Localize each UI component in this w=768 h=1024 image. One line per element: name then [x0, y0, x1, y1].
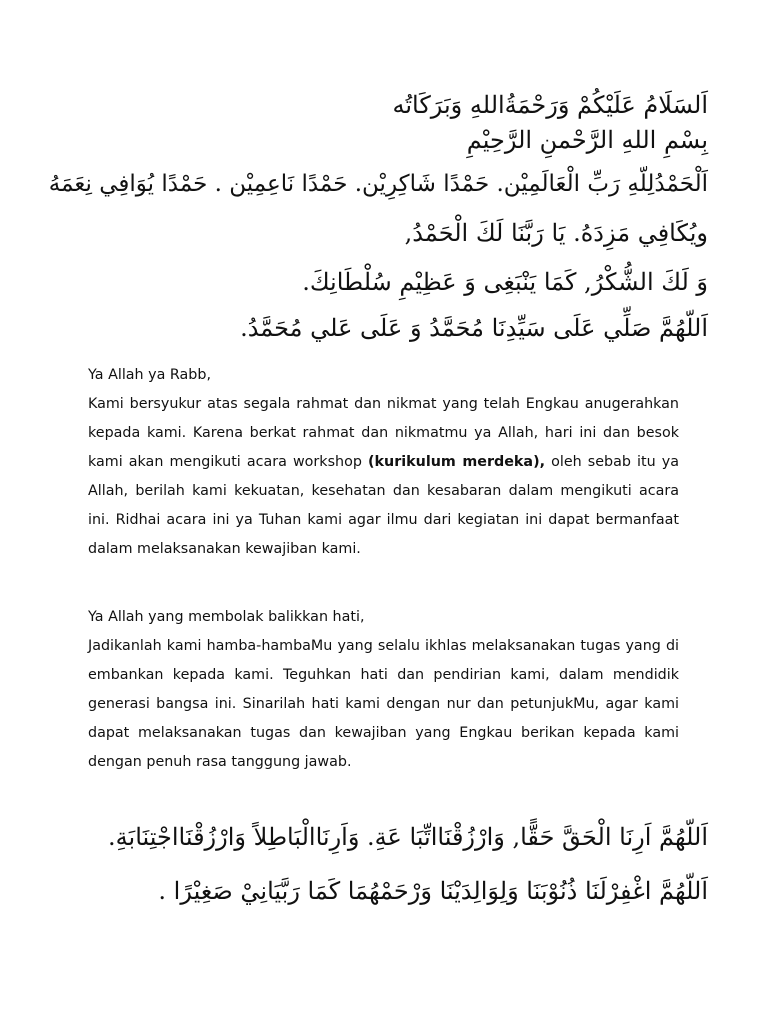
arabic-greeting-line: اَلسَلَامُ عَلَيْكُمْ وَرَحْمَةُاللهِ وَبَرَكَاتُه	[392, 91, 708, 119]
paragraph-1-bold-text: (kurikulum merdeka),	[368, 454, 546, 470]
arabic-closing-prayer	[48, 810, 708, 918]
arabic-closing-line-2: اَللّهُمَّ اغْفِرْلَنَا ذُنُوْبَنَا وَلِوَالِدَيْنَا وَرْحَمْهُمَا كَمَا رَبَّيَانِيْ صَغِيْرًا .	[158, 877, 708, 905]
arabic-basmalah-line: بِسْمِ اللهِ الرَّحْمنِ الرَّحِيْمِ	[466, 126, 708, 154]
paragraph-2-body: Jadikanlah kami hamba-hambaMu yang selalu ikhlas melaksanakan tugas yang di embankan kepada kami. Teguhkan hati dan pendirian kami, dalam mendidik generasi bangsa ini. Sinarilah hati kami dengan nur dan petunjukMu, agar kami dapat melaksanakan tugas dan kewajiban yang Engkau berikan kepada kami dengan penuh rasa tanggung jawab.	[88, 638, 679, 770]
prayer-paragraph-1	[88, 361, 679, 564]
arabic-opening-prayer	[48, 90, 708, 350]
arabic-closing-line-1: اَللّهُمَّ اَرِنَا الْحَقَّ حَقًّا, وَارْزُقْنَااتِّبَا عَةِ. وَاَرِنَاالْبَاطِلاً وَارْزُقْنَااجْتِنَابَةِ.	[108, 823, 708, 851]
paragraph-1-text-start: Kami bersyukur atas segala rahmat dan nikmat yang telah Engkau anugerahkan kepada kami. Karena berkat rahmat dan nikmatmu ya Allah, hari ini dan besok kami akan mengikuti acara workshop	[88, 396, 679, 470]
arabic-gratitude-line: وَ لَكَ الشُّكْرُ, كَمَا يَنْبَغِى وَ عَظِيْمِ سُلْطَانِكَ.	[302, 268, 708, 296]
arabic-salawat-line: اَللّهُمَّ صَلِّي عَلَى سَيِّدِنَا مُحَمَّدُ وَ عَلَى عَلي مُحَمَّدُ.	[240, 314, 708, 342]
paragraph-1-body	[88, 390, 679, 564]
paragraph-1-heading: Ya Allah ya Rabb,	[88, 367, 212, 383]
arabic-hamdalah-line: اَلْحَمْدُلِلّهِ رَبِّ الْعَالَمِيْن. حَمْدًا شَاكِرِيْن. حَمْدًا نَاعِمِيْن . حَمْدًا يُوَافِي نِعَمَهُ	[48, 171, 708, 197]
paragraph-2-heading: Ya Allah yang membolak balikkan hati,	[88, 609, 365, 625]
paragraph-1-text-end: oleh sebab itu ya Allah, berilah kami kekuatan, kesehatan dan kesabaran dalam mengikuti acara ini. Ridhai acara ini ya Tuhan kami agar ilmu dari kegiatan ini dapat bermanfaat dalam melaksanakan kewajiban kami.	[88, 454, 679, 557]
arabic-praise-line: ويُكَافِي مَزِدَهُ. يَا رَبَّنَا لَكَ الْحَمْدُ,	[404, 219, 708, 247]
prayer-paragraph-2	[88, 603, 679, 777]
